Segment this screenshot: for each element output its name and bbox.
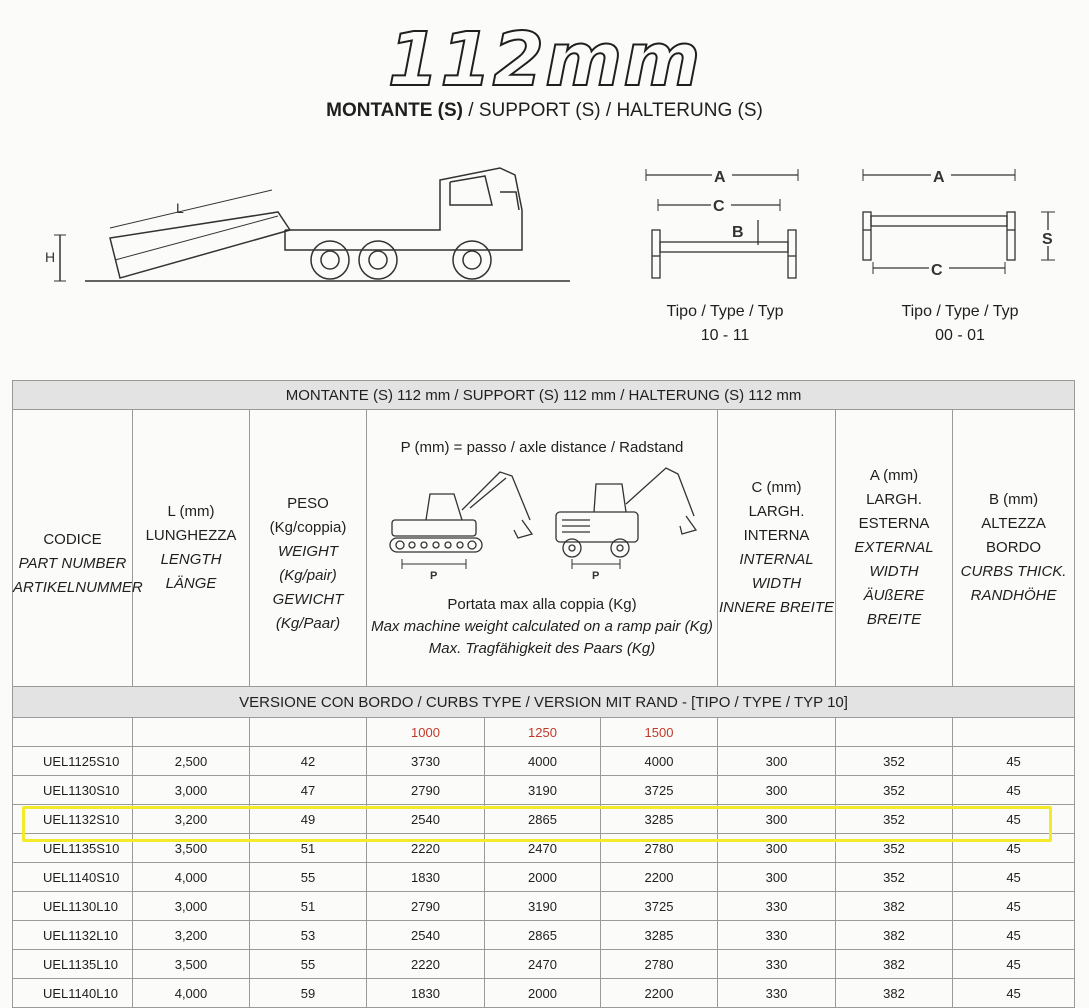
type-caption-title: Tipo / Type / Typ [666, 303, 784, 320]
cell-curb-height: 45 [953, 747, 1075, 776]
subtitle-rest: / SUPPORT (S) / HALTERUNG (S) [463, 100, 763, 121]
cell-max-weight-p1000: 2220 [367, 950, 485, 979]
header-c-en: INTERNAL WIDTH [739, 551, 814, 592]
cell-part-number: UEL1132L10 [13, 921, 133, 950]
table-row [13, 805, 1075, 834]
profile-type-00-01 [855, 160, 1065, 290]
cell-curb-height: 45 [953, 805, 1075, 834]
table-row [13, 892, 1075, 921]
header-code-de: ARTIKELNUMMER [13, 579, 143, 596]
version-band-row [13, 687, 1075, 718]
p-caption-it: Portata max alla coppia (Kg) [447, 596, 637, 613]
cell-weight: 49 [250, 805, 367, 834]
cell-max-weight-p1000: 2540 [367, 805, 485, 834]
header-c-it: LARGH. INTERNA [743, 503, 810, 544]
type-caption-00-01 [875, 300, 1045, 348]
cell-max-weight-p1500: 2780 [601, 950, 718, 979]
cell-internal-width: 300 [718, 776, 836, 805]
cell-part-number: UEL1140S10 [13, 863, 133, 892]
cell-max-weight-p1500: 4000 [601, 747, 718, 776]
excavator-p-label: P [430, 570, 438, 580]
spec-table [12, 380, 1075, 1008]
cell-external-width: 382 [836, 921, 953, 950]
cell-internal-width: 300 [718, 747, 836, 776]
header-code-en: PART NUMBER [18, 555, 127, 572]
cell-max-weight-p1000: 2220 [367, 834, 485, 863]
cell-internal-width: 300 [718, 805, 836, 834]
table-header-row [13, 410, 1075, 687]
table-row [13, 950, 1075, 979]
cell-length: 3,200 [133, 805, 250, 834]
header-length [133, 410, 250, 687]
header-b-de: RANDHÖHE [970, 587, 1057, 604]
p-caption-de: Max. Tragfähigkeit des Paars (Kg) [428, 640, 656, 657]
wheeled-p-label: P [592, 570, 600, 580]
table-title-row [13, 381, 1075, 410]
cell-internal-width: 330 [718, 950, 836, 979]
cell-weight: 51 [250, 892, 367, 921]
header-a-unit: A (mm) [869, 467, 919, 484]
cell-max-weight-p1000: 1830 [367, 979, 485, 1008]
cell-internal-width: 330 [718, 979, 836, 1008]
empty-cell [718, 718, 836, 747]
cell-max-weight-p1500: 3285 [601, 921, 718, 950]
header-weight-en: WEIGHT (Kg/pair) [278, 543, 338, 584]
cell-internal-width: 300 [718, 863, 836, 892]
table-row [13, 834, 1075, 863]
header-length-en: LENGTH [160, 551, 222, 568]
cell-weight: 51 [250, 834, 367, 863]
cell-curb-height: 45 [953, 921, 1075, 950]
subtitle-bold: MONTANTE (S) [326, 100, 464, 121]
cell-max-weight-p1500: 2200 [601, 863, 718, 892]
header-length-unit: L (mm) [167, 503, 215, 520]
cell-max-weight-p1000: 2790 [367, 892, 485, 921]
version-band: VERSIONE CON BORDO / CURBS TYPE / VERSION MIT RAND - [TIPO / TYPE / TYP 10] [13, 687, 1075, 718]
p-value: 1250 [485, 718, 601, 747]
table-body [13, 747, 1075, 1008]
cell-curb-height: 45 [953, 950, 1075, 979]
table-row [13, 776, 1075, 805]
cell-length: 4,000 [133, 979, 250, 1008]
table-row [13, 747, 1075, 776]
empty-cell [13, 718, 133, 747]
empty-cell [133, 718, 250, 747]
cell-max-weight-p1000: 2790 [367, 776, 485, 805]
type-caption-10-11 [640, 300, 810, 348]
cell-weight: 42 [250, 747, 367, 776]
label-b: B [732, 224, 744, 241]
cell-external-width: 352 [836, 834, 953, 863]
cell-max-weight-p1500: 3725 [601, 776, 718, 805]
cell-max-weight-p1500: 3725 [601, 892, 718, 921]
header-b-unit: B (mm) [988, 491, 1039, 508]
cell-external-width: 382 [836, 892, 953, 921]
cell-external-width: 382 [836, 979, 953, 1008]
cell-weight: 55 [250, 950, 367, 979]
cell-part-number: UEL1125S10 [13, 747, 133, 776]
cell-internal-width: 300 [718, 834, 836, 863]
cell-length: 4,000 [133, 863, 250, 892]
header-c-unit: C (mm) [751, 479, 802, 496]
empty-cell [953, 718, 1075, 747]
cell-length: 3,500 [133, 950, 250, 979]
header-a-en: EXTERNAL WIDTH [854, 539, 934, 580]
empty-cell [836, 718, 953, 747]
cell-weight: 55 [250, 863, 367, 892]
label-c-2: C [931, 262, 943, 279]
excavator-illustrations [382, 460, 702, 580]
cell-max-weight-p1250: 3190 [485, 776, 601, 805]
label-a: A [714, 169, 726, 186]
label-s: S [1042, 231, 1053, 248]
cell-external-width: 382 [836, 950, 953, 979]
header-axle-distance [367, 410, 718, 687]
cell-curb-height: 45 [953, 863, 1075, 892]
header-a-de: ÄUßERE BREITE [863, 587, 925, 628]
axle-distance-row [13, 718, 1075, 747]
header-b-en: CURBS THICK. [960, 563, 1067, 580]
cell-max-weight-p1500: 2200 [601, 979, 718, 1008]
table-title: MONTANTE (S) 112 mm / SUPPORT (S) 112 mm / HALTERUNG (S) 112 mm [13, 381, 1075, 410]
cell-part-number: UEL1132S10 [13, 805, 133, 834]
empty-cell [250, 718, 367, 747]
header-c-de: INNERE BREITE [718, 599, 835, 616]
cell-external-width: 352 [836, 747, 953, 776]
header-b [953, 410, 1075, 687]
cell-length: 3,200 [133, 921, 250, 950]
cell-weight: 53 [250, 921, 367, 950]
header-p-caption [367, 594, 717, 660]
header-c [718, 410, 836, 687]
profile-type-10-11 [640, 160, 820, 290]
cell-max-weight-p1250: 2865 [485, 805, 601, 834]
page-title [0, 17, 1089, 103]
header-a-it: LARGH. ESTERNA [858, 491, 930, 532]
header-weight-de: GEWICHT (Kg/Paar) [272, 591, 344, 632]
cell-max-weight-p1000: 3730 [367, 747, 485, 776]
cell-max-weight-p1250: 2865 [485, 921, 601, 950]
cell-part-number: UEL1130L10 [13, 892, 133, 921]
title-112mm: 112mm [387, 17, 702, 103]
cell-length: 3,000 [133, 776, 250, 805]
cell-max-weight-p1250: 4000 [485, 747, 601, 776]
table-row [13, 921, 1075, 950]
cell-max-weight-p1250: 2000 [485, 979, 601, 1008]
header-code [13, 410, 143, 687]
truck-ramp-diagram [40, 150, 580, 290]
header-weight-it: PESO (Kg/coppia) [269, 495, 347, 536]
cell-max-weight-p1250: 2000 [485, 863, 601, 892]
label-c: C [713, 198, 725, 215]
label-a-2: A [933, 169, 945, 186]
cell-max-weight-p1500: 3285 [601, 805, 718, 834]
cell-max-weight-p1000: 2540 [367, 921, 485, 950]
table-row [13, 863, 1075, 892]
cell-weight: 59 [250, 979, 367, 1008]
cell-max-weight-p1500: 2780 [601, 834, 718, 863]
header-weight [250, 410, 367, 687]
p-value: 1000 [367, 718, 485, 747]
cell-part-number: UEL1135L10 [13, 950, 133, 979]
cell-curb-height: 45 [953, 892, 1075, 921]
type-caption-title-2: Tipo / Type / Typ [901, 303, 1019, 320]
header-length-de: LÄNGE [165, 575, 217, 592]
cell-length: 2,500 [133, 747, 250, 776]
cell-part-number: UEL1140L10 [13, 979, 133, 1008]
header-p-title: P (mm) = passo / axle distance / Radstand [400, 439, 684, 456]
length-label: L [176, 200, 184, 216]
cell-length: 3,500 [133, 834, 250, 863]
cell-internal-width: 330 [718, 892, 836, 921]
page-subtitle [0, 100, 1089, 122]
cell-length: 3,000 [133, 892, 250, 921]
cell-curb-height: 45 [953, 776, 1075, 805]
cell-max-weight-p1000: 1830 [367, 863, 485, 892]
header-a [836, 410, 953, 687]
cell-external-width: 352 [836, 863, 953, 892]
header-length-it: LUNGHEZZA [145, 527, 237, 544]
cell-internal-width: 330 [718, 921, 836, 950]
cell-part-number: UEL1135S10 [13, 834, 133, 863]
height-label: H [45, 249, 56, 265]
cell-max-weight-p1250: 2470 [485, 950, 601, 979]
cell-external-width: 352 [836, 805, 953, 834]
cell-external-width: 352 [836, 776, 953, 805]
p-value: 1500 [601, 718, 718, 747]
cell-weight: 47 [250, 776, 367, 805]
header-b-it: ALTEZZA BORDO [981, 515, 1046, 556]
cell-curb-height: 45 [953, 979, 1075, 1008]
table-row [13, 979, 1075, 1008]
cell-part-number: UEL1130S10 [13, 776, 133, 805]
header-code-it: CODICE [43, 531, 102, 548]
cell-max-weight-p1250: 3190 [485, 892, 601, 921]
cell-curb-height: 45 [953, 834, 1075, 863]
p-caption-en: Max machine weight calculated on a ramp pair (Kg) [371, 618, 713, 635]
type-caption-code-2: 00 - 01 [935, 327, 985, 344]
type-caption-code: 10 - 11 [700, 327, 750, 344]
cell-max-weight-p1250: 2470 [485, 834, 601, 863]
